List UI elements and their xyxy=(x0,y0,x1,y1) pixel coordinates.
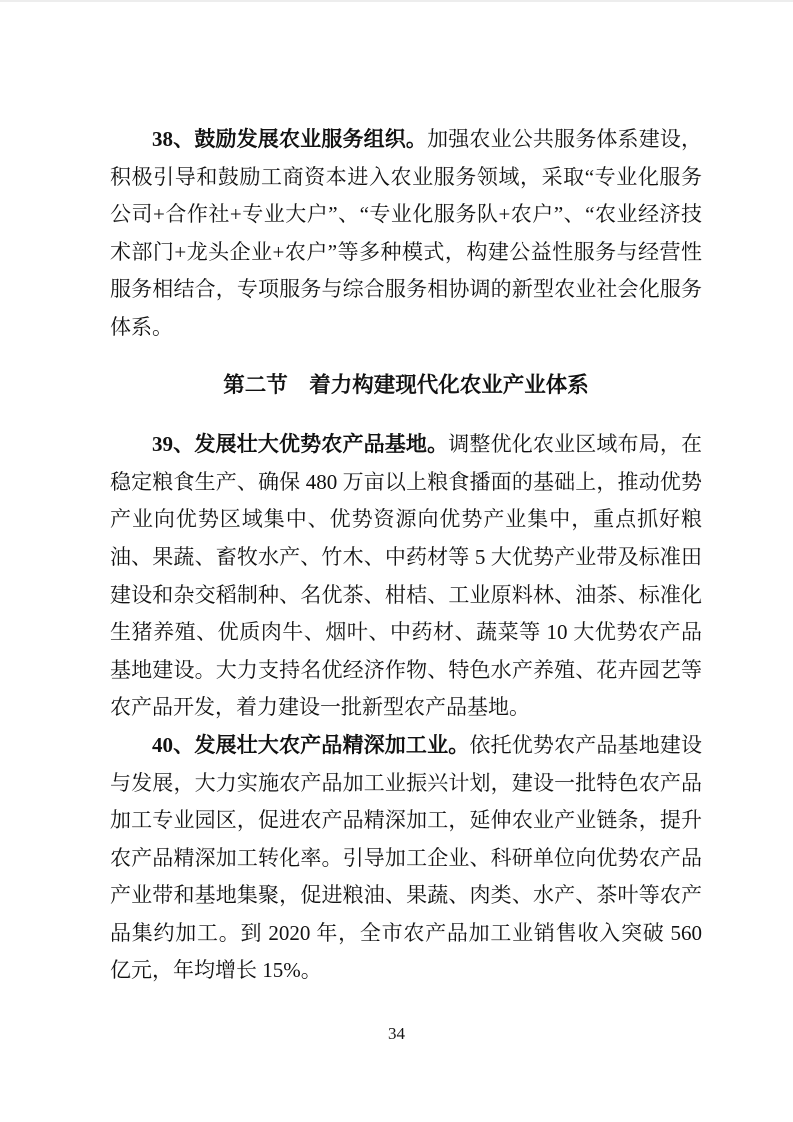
paragraph-item-38-lead: 38、鼓励发展农业服务组织。 xyxy=(152,127,428,151)
page-number: 34 xyxy=(388,1024,405,1043)
page-content xyxy=(110,121,702,990)
paragraph-item-39-lead: 39、发展壮大优势农产品基地。 xyxy=(152,432,449,457)
paragraph-item-38 xyxy=(110,121,702,347)
paragraph-item-40-lead: 40、发展壮大农产品精深加工业。 xyxy=(152,732,470,757)
paragraph-item-39 xyxy=(110,426,702,727)
paragraph-item-38-text: 加强农业公共服务体系建设，积极引导和鼓励工商资本进入农业服务领域，采取“专业化服务公司+合作社+专业大户”、“专业化服务队+农户”、“农业经济技术部门+龙头企业+农户”等多种模式，构建公益性服务与经营性服务相结合，专项服务与综合服务相协调的新型农业社会化服务体系。 xyxy=(110,127,703,339)
section-heading: 第二节 着力构建现代化农业产业体系 xyxy=(223,372,589,397)
paragraph-item-39-text: 调整优化农业区域布局，在稳定粮食生产、确保 480 万亩以上粮食播面的基础上，推动优势产业向优势区域集中、优势资源向优势产业集中，重点抓好粮油、果蔬、畜牧水产、竹木、中药材等 5 大优势产业带及标准田建设和杂交稻制种、名优茶、柑桔、工业原料林、油茶、标准化生猪养殖、优质肉牛、烟叶、中药材、蔬菜等 10 大优势农产品基地建设。大力支持名优经济作物、特色水产养殖、花卉园艺等农产品开发，着力建设一批新型农产品基地。 xyxy=(110,432,703,720)
paragraph-item-40 xyxy=(110,727,702,990)
paragraph-item-40-text: 依托优势农产品基地建设与发展，大力实施农产品加工业振兴计划，建设一批特色农产品加工专业园区，促进农产品精深加工，延伸农业产业链条，提升农产品精深加工转化率。引导加工企业、科研单位向优势农产品产业带和基地集聚，促进粮油、果蔬、肉类、水产、茶叶等农产品集约加工。到 2020 年，全市农产品加工业销售收入突破 560 亿元，年均增长 15%。 xyxy=(110,732,703,983)
